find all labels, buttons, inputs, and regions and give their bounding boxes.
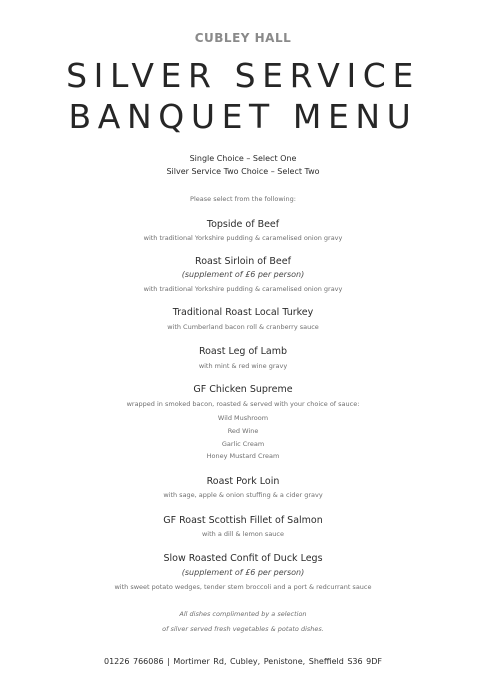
brand-name: CUBLEY HALL	[194, 31, 292, 45]
contact-address: 01226 766086 | Mortimer Rd, Cubley, Penistone, Sheffield S36 9DF	[104, 657, 382, 666]
dish-description: with sage, apple & onion stuffing & a cider gravy	[163, 491, 323, 499]
dish-name: GF Roast Scottish Fillet of Salmon	[163, 515, 323, 526]
sauce-option: Garlic Cream	[221, 440, 265, 448]
dish-name: Topside of Beef	[206, 219, 280, 230]
dish-name: Roast Leg of Lamb	[198, 346, 288, 357]
dish-name: Roast Pork Loin	[206, 476, 280, 487]
sauce-option: Honey Mustard Cream	[206, 452, 280, 460]
dish-description: with traditional Yorkshire pudding & caramelised onion gravy	[143, 285, 343, 293]
vegetables-note-line-1: All dishes complimented by a selection	[179, 610, 307, 618]
instruction-text: Please select from the following:	[190, 195, 296, 203]
dish-description: with Cumberland bacon roll & cranberry sauce	[167, 323, 319, 331]
dish-name: Roast Sirloin of Beef	[195, 256, 291, 267]
dish-name: Slow Roasted Confit of Duck Legs	[163, 553, 323, 564]
sauce-option: Wild Mushroom	[217, 414, 269, 422]
dish-supplement: (supplement of £6 per person)	[181, 568, 305, 577]
dish-description: wrapped in smoked bacon, roasted & served with your choice of sauce:	[126, 400, 360, 408]
menu-title-line-1: SILVER SERVICE	[66, 56, 420, 95]
dish-description: with mint & red wine gravy	[198, 362, 288, 370]
menu-title-line-2: BANQUET MENU	[68, 97, 418, 136]
dish-supplement: (supplement of £6 per person)	[181, 270, 305, 279]
dish-description: with sweet potato wedges, tender stem broccoli and a port & redcurrant sauce	[114, 583, 372, 591]
choice-option-two: Silver Service Two Choice – Select Two	[166, 167, 320, 176]
dish-description: with a dill & lemon sauce	[201, 530, 284, 538]
sauce-option: Red Wine	[227, 427, 259, 435]
dish-description: with traditional Yorkshire pudding & caramelised onion gravy	[143, 234, 343, 242]
dish-name: GF Chicken Supreme	[193, 384, 293, 395]
choice-option-single: Single Choice – Select One	[189, 154, 297, 163]
dish-name: Traditional Roast Local Turkey	[172, 307, 314, 318]
vegetables-note-line-2: of silver served fresh vegetables & potato dishes.	[162, 625, 324, 633]
